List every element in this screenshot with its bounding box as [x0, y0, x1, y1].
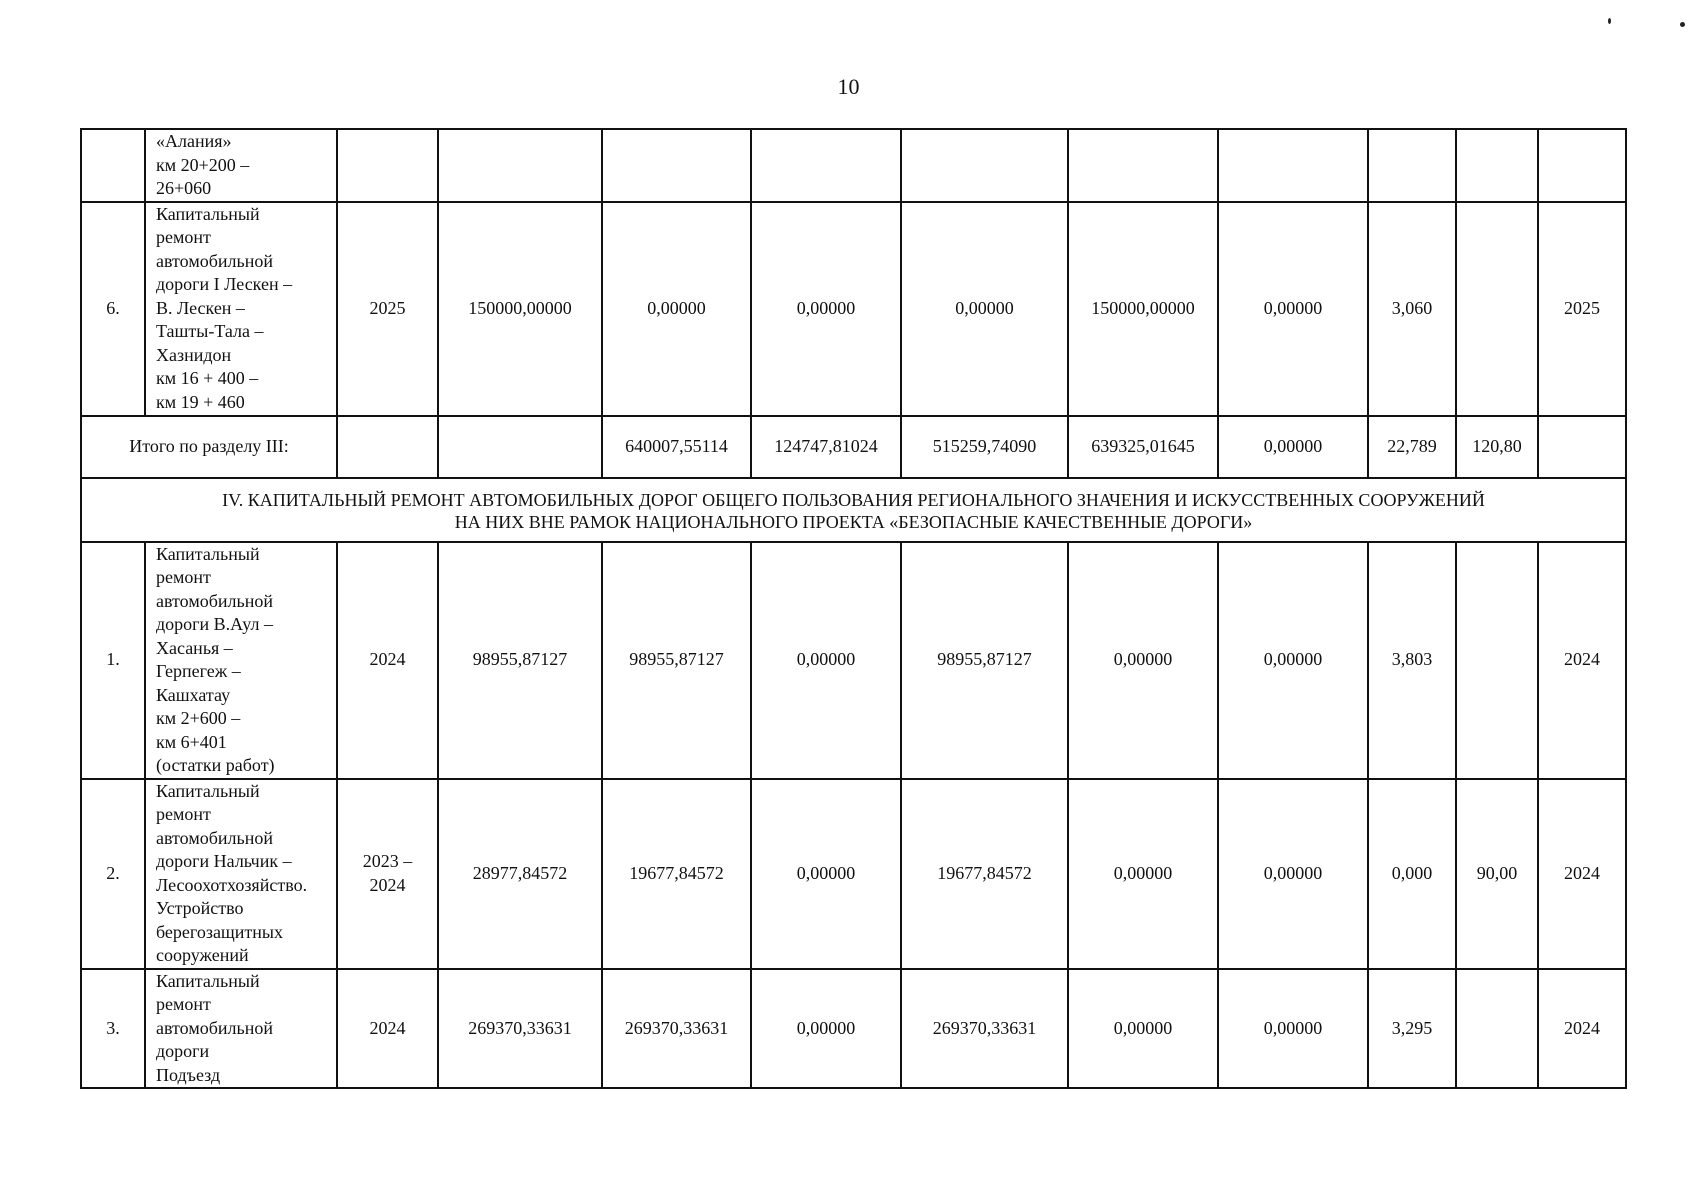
- row-number: 3.: [81, 969, 145, 1089]
- year-cell: 2024: [1538, 779, 1626, 969]
- amount-cell: [751, 129, 901, 202]
- area-cell: [1456, 542, 1538, 779]
- section-heading-row: [81, 478, 1626, 542]
- table-row: [81, 969, 1626, 1089]
- amount-cell: 0,00000: [1068, 542, 1218, 779]
- amount-cell: 0,00000: [751, 969, 901, 1089]
- year-cell: 2024: [1538, 542, 1626, 779]
- amount-cell: 98955,87127: [901, 542, 1068, 779]
- object-name: Капитальный ремонт автомобильной дороги Нальчик – Лесоохотхозяйство. Устройство берегозащитных сооружений: [145, 779, 337, 969]
- object-name: Капитальный ремонт автомобильной дороги Подъезд: [145, 969, 337, 1089]
- amount-cell: 19677,84572: [602, 779, 751, 969]
- amount-cell: [602, 129, 751, 202]
- amount-cell: 0,00000: [1218, 416, 1368, 478]
- area-cell: 120,80: [1456, 416, 1538, 478]
- length-cell: 3,803: [1368, 542, 1456, 779]
- table-row: [81, 202, 1626, 416]
- amount-cell: 0,00000: [1218, 779, 1368, 969]
- row-number: [81, 129, 145, 202]
- amount-cell: [1068, 129, 1218, 202]
- section-iv-title-line1: IV. КАПИТАЛЬНЫЙ РЕМОНТ АВТОМОБИЛЬНЫХ ДОРОГ ОБЩЕГО ПОЛЬЗОВАНИЯ РЕГИОНАЛЬНОГО ЗНАЧЕНИЯ И ИСКУССТВЕННЫХ СООРУЖЕНИЙ: [222, 489, 1485, 510]
- amount-cell: 269370,33631: [602, 969, 751, 1089]
- section-iv-title-line2: НА НИХ ВНЕ РАМОК НАЦИОНАЛЬНОГО ПРОЕКТА «БЕЗОПАСНЫЕ КАЧЕСТВЕННЫЕ ДОРОГИ»: [454, 511, 1253, 532]
- row-number: 6.: [81, 202, 145, 416]
- period-cell: 2025: [337, 202, 438, 416]
- page-number: 10: [837, 74, 860, 99]
- total-cost-cell: 28977,84572: [438, 779, 602, 969]
- length-cell: 3,060: [1368, 202, 1456, 416]
- amount-cell: 0,00000: [751, 542, 901, 779]
- scan-speck: [1608, 18, 1611, 24]
- total-cost-cell: 269370,33631: [438, 969, 602, 1089]
- object-name: «Алания» км 20+200 – 26+060: [145, 129, 337, 202]
- amount-cell: 269370,33631: [901, 969, 1068, 1089]
- year-cell: 2025: [1538, 202, 1626, 416]
- section-total-row: [81, 416, 1626, 478]
- period-cell: 2024: [337, 542, 438, 779]
- amount-cell: 150000,00000: [1068, 202, 1218, 416]
- table-row: [81, 542, 1626, 779]
- area-cell: [1456, 202, 1538, 416]
- amount-cell: [1218, 129, 1368, 202]
- year-cell: 2024: [1538, 969, 1626, 1089]
- total-cost-cell: 150000,00000: [438, 202, 602, 416]
- row-number: 1.: [81, 542, 145, 779]
- object-name: Капитальный ремонт автомобильной дороги В.Аул – Хасанья – Герпегеж – Кашхатау км 2+600 – км 6+401 (остатки работ): [145, 542, 337, 779]
- amount-cell: 0,00000: [602, 202, 751, 416]
- total-cost-cell: [438, 416, 602, 478]
- period-cell: 2024: [337, 969, 438, 1089]
- amount-cell: 515259,74090: [901, 416, 1068, 478]
- total-cost-cell: [438, 129, 602, 202]
- length-cell: [1368, 129, 1456, 202]
- amount-cell: 124747,81024: [751, 416, 901, 478]
- amount-cell: 0,00000: [1218, 542, 1368, 779]
- road-repair-table: [80, 128, 1627, 1089]
- section-iv-title: [81, 478, 1626, 542]
- amount-cell: 98955,87127: [602, 542, 751, 779]
- amount-cell: 0,00000: [901, 202, 1068, 416]
- table-row: [81, 779, 1626, 969]
- scan-speck: [1680, 22, 1685, 27]
- length-cell: 0,000: [1368, 779, 1456, 969]
- year-cell: [1538, 416, 1626, 478]
- amount-cell: 0,00000: [1218, 202, 1368, 416]
- amount-cell: 0,00000: [1218, 969, 1368, 1089]
- amount-cell: 0,00000: [1068, 779, 1218, 969]
- period-cell: [337, 416, 438, 478]
- amount-cell: 639325,01645: [1068, 416, 1218, 478]
- year-cell: [1538, 129, 1626, 202]
- length-cell: 3,295: [1368, 969, 1456, 1089]
- amount-cell: 0,00000: [751, 202, 901, 416]
- amount-cell: [901, 129, 1068, 202]
- total-cost-cell: 98955,87127: [438, 542, 602, 779]
- amount-cell: 19677,84572: [901, 779, 1068, 969]
- object-name: Капитальный ремонт автомобильной дороги I Лескен – В. Лескен – Ташты-Тала – Хазнидон км 16 + 400 – км 19 + 460: [145, 202, 337, 416]
- length-cell: 22,789: [1368, 416, 1456, 478]
- period-cell: [337, 129, 438, 202]
- period-cell: 2023 – 2024: [337, 779, 438, 969]
- area-cell: [1456, 129, 1538, 202]
- amount-cell: 0,00000: [1068, 969, 1218, 1089]
- section-total-label: Итого по разделу III:: [81, 416, 337, 478]
- area-cell: 90,00: [1456, 779, 1538, 969]
- table-row: [81, 129, 1626, 202]
- area-cell: [1456, 969, 1538, 1089]
- row-number: 2.: [81, 779, 145, 969]
- amount-cell: 0,00000: [751, 779, 901, 969]
- amount-cell: 640007,55114: [602, 416, 751, 478]
